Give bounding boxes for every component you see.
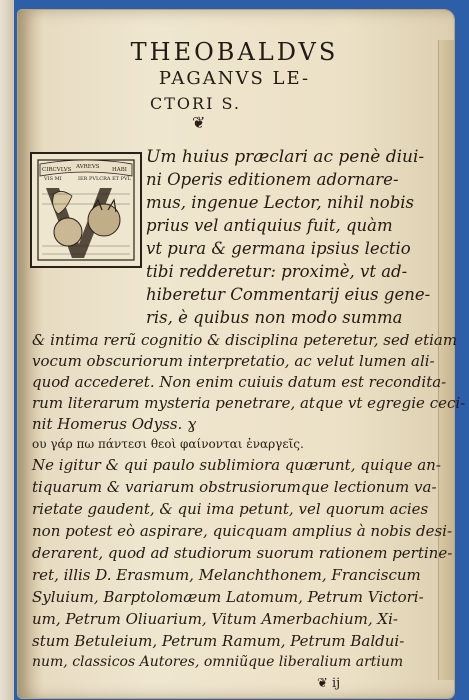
heading-line-2: PAGANVS LE- [158, 68, 311, 89]
signature-mark: ❦ ij [317, 676, 341, 691]
text-line: num, classicos Autores, omniũque liberalium artium [32, 654, 404, 670]
text-line: tibi redderetur: proximè, vt ad- [146, 262, 408, 281]
text-line: ris, è quibus non modo summa [146, 308, 403, 327]
fleuron-ornament: ❦ [192, 113, 206, 132]
text-line: hiberetur Commentarij eius gene- [146, 285, 431, 304]
text-line: rum literarum mysteria penetrare, atque vt egregie ceci- [32, 394, 466, 412]
text-line: prius vel antiquius fuit, quàm [146, 216, 393, 235]
text-line: um, Petrum Oliuarium, Vitum Amerbachium, Xi- [32, 610, 398, 628]
text-line: stum Betuleium, Petrum Ramum, Petrum Baldui- [32, 632, 405, 650]
banner-text-right: HABI [112, 167, 127, 173]
text-line: quod accederet. Non enim cuiuis datum est recondita- [32, 373, 447, 391]
banner-text-left-2: VIS MI [44, 176, 62, 182]
text-line: Um huius præclari ac penè diui- [146, 147, 425, 167]
text-line: non potest eò aspirare, quicquam amplius à nobis desi- [32, 522, 453, 540]
heading-line-1: THEOBALDVS [130, 38, 339, 66]
text-line: rietate gaudent, & qui ima petunt, vel quorum acies [32, 500, 429, 518]
text-line: Ne igitur & qui paulo sublimiora quærunt, quique an- [32, 456, 441, 474]
text-line: vt pura & germana ipsius lectio [146, 239, 411, 258]
greek-quotation: ου γάρ πω πάντεσι θεοὶ φαίνονται ἐναργεῖς. [32, 437, 304, 451]
text-line: nit Homerus Odyss. ɣ [32, 415, 197, 433]
text-line: tiquarum & variarum obstrusiorumque lectionum va- [32, 478, 437, 496]
banner-text-middle: AVREVS [76, 164, 100, 170]
decorated-initial-v [30, 152, 142, 268]
woodcut-initial-image [32, 154, 140, 266]
book-binding-edge [0, 0, 14, 700]
banner-text-middle-2: IER PVLCRA ET PVL [78, 176, 131, 182]
heading-line-3: CTORI S. [150, 94, 241, 113]
banner-text-left: CIRCVLVS [42, 167, 72, 173]
text-line: mus, ingenue Lector, nihil nobis [146, 193, 415, 212]
text-line: Syluium, Barptolomæum Latomum, Petrum Victori- [32, 588, 424, 606]
text-line: & intima rerũ cognitio & disciplina peteretur, sed etiam [32, 331, 458, 349]
text-line: derarent, quod ad studiorum suorum rationem pertine- [32, 544, 453, 562]
page-stack-edge [438, 40, 454, 680]
text-line: ni Operis editionem adornare- [146, 170, 399, 189]
text-line: ret, illis D. Erasmum, Melanchthonem, Franciscum [32, 566, 421, 584]
text-line: vocum obscuriorum interpretatio, ac velut lumen ali- [32, 352, 435, 370]
